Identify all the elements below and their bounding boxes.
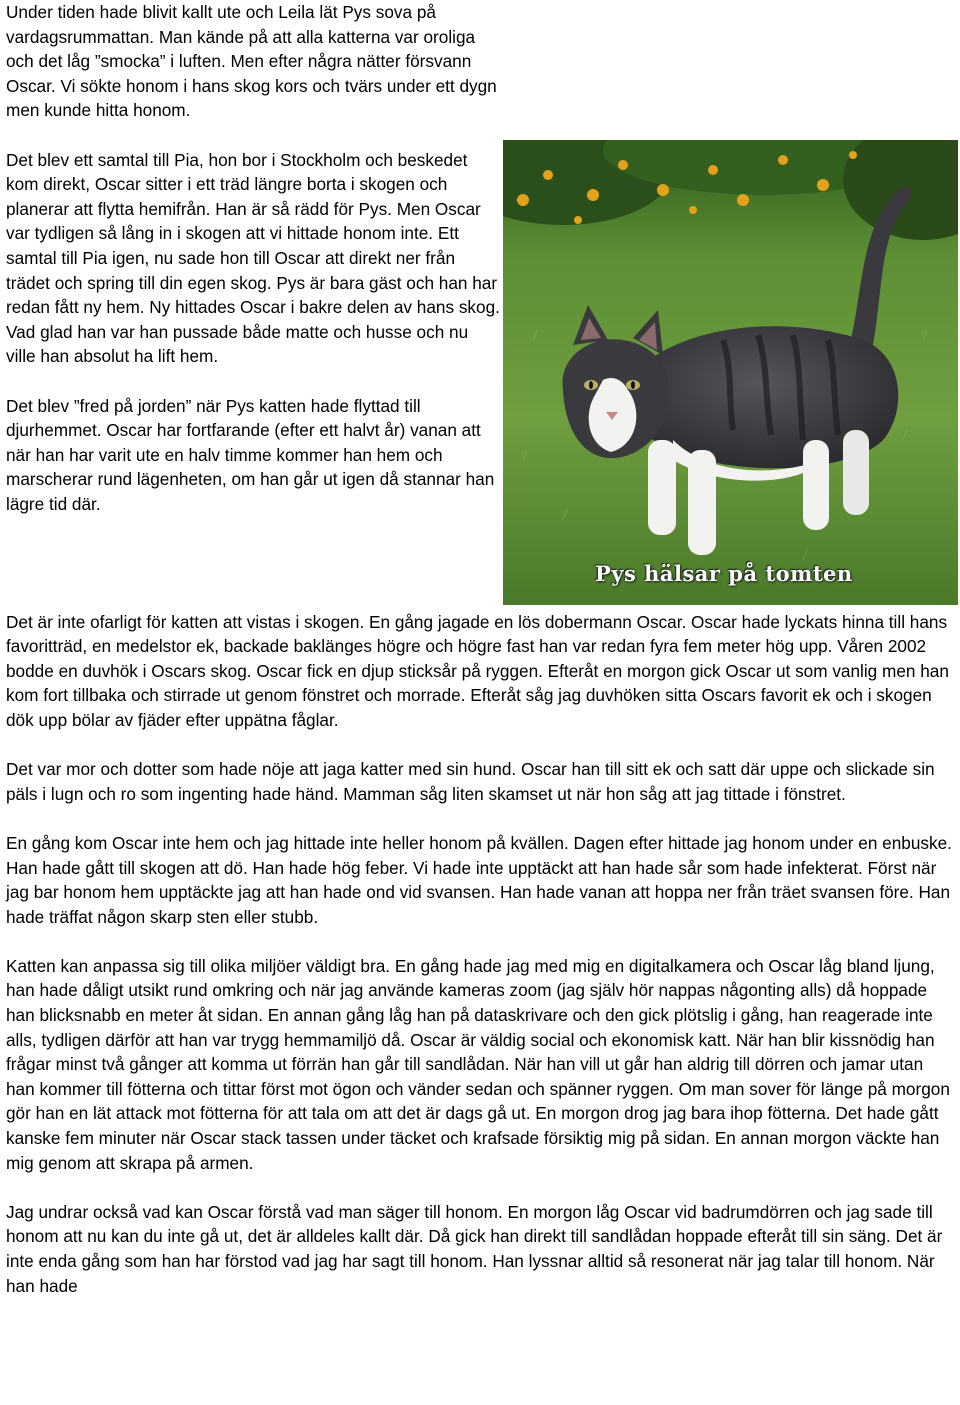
document-page	[6, 0, 956, 1298]
cat-photo	[503, 140, 958, 605]
paragraph-adaptation: Katten kan anpassa sig till olika miljöer väldigt bra. En gång hade jag med mig en digitalkamera och Oscar låg bland ljung, han hade dåligt utsikt rund omkring och när jag använde kameras zoom (jag själv hör nappas någonting alls) då hoppade han blicksnabb en meter åt sidan. En annan gång låg han på dataskrivare och den gick plötslig i gång, han reagerade inte alls, tydligen därför att han var trygg hemmamiljö då. Oscar är väldig social och ekonomisk katt. När han blir kissnödig han frågar minst två gånger att komma ut förrän han går till sandlådan. När han vill ut går han aldrig till dörren och jamar utan han kommer till fötterna och tittar först mot ögon och vänder sedan och spänner ryggen. Om man sover för länge på morgon gör han en lät attack mot fötterna för att tala om att det är dags gå ut. En morgon drog jag bara ihop fötterna. Det hade gått kanske fem minuter när Oscar stack tassen under täcket och krafsade försiktig mig på sidan. En annan morgon väckte han mig genom att skrapa på armen.	[6, 955, 950, 1173]
paragraph-gap	[6, 1175, 954, 1200]
paragraph-peace: Det blev ”fred på jorden” när Pys katten hade flyttad till djurhemmet. Oscar har fortfarande (efter ett halvt år) vanan att när han har varit ute en halv timme kommer han hem och marscherar rund lägenheten, om han går ut igen då stannar han lägre tid där.	[6, 395, 495, 514]
paragraph-gap	[6, 369, 502, 394]
paragraph-gap	[6, 733, 954, 758]
paragraph-gap	[6, 929, 954, 954]
photo-caption: Pys hälsar på tomten	[595, 560, 853, 586]
text-image-block	[6, 148, 956, 610]
full-width-text	[6, 610, 954, 1299]
paragraph-intro: Under tiden hade blivit kallt ute och Leila lät Pys sova på vardagsrummattan. Man kände på att alla katterna var oroliga och det låg ”smocka” i luften. Men efter några nätter försvann Oscar. Vi sökte honom i hans skog kors och tvärs under ett dygn men kunde hitta honom.	[6, 2, 497, 121]
wrapped-text-column	[6, 148, 502, 517]
paragraph-understanding: Jag undrar också vad kan Oscar förstå vad man säger till honom. En morgon låg Oscar vid badrumdörren och jag sade till honom att nu kan du inte gå ut, det är alldeles kallt där. Då gick han direkt till sandlådan hoppade efteråt till sin säng. Det är inte enda gång som han har förstod vad jag har sagt till honom. Han lyssnar alltid så resonerat när jag talar till honom. När han hade	[6, 1201, 943, 1296]
paragraph-illness: En gång kom Oscar inte hem och jag hittade inte heller honom på kvällen. Dagen efter hittade jag honom under en enbuske. Han hade gått till skogen att dö. Han hade hög feber. Vi hade inte upptäckt att han hade sår som hade infekterat. Först när jag bar honom hem upptäckte jag att han hade ond vid svansen. Han hade vanan att hoppa ner från träet svansen före. Han hade träffat någon skarp sten eller stubb.	[6, 832, 952, 927]
paragraph-gap	[6, 806, 954, 831]
paragraph-mother-daughter: Det var mor och dotter som hade nöje att jaga katter med sin hund. Oscar han till sitt ek och satt där uppe och slickade sin päls i lugn och ro som ingenting hade händ. Mamman såg liten skamset ut när hon såg att jag tittade i fönstret.	[6, 759, 935, 804]
paragraph-phone-call: Det blev ett samtal till Pia, hon bor i Stockholm och beskedet kom direkt, Oscar sitter i ett träd längre borta i skogen och planerar att flytta hemifrån. Han är så rädd för Pys. Men Oscar var tydligen så lång in i skogen att vi hittade honom inte. Ett samtal till Pia igen, nu sade hon till Oscar att direkt ner från trädet och spring till din egen skog. Pys är bara gäst och han har redan fått ny hem. Ny hittades Oscar i bakre delen av hans skog. Vad glad han var han pussade både matte och husse och nu ville han absolut ha lift hem.	[6, 149, 500, 367]
cat-on-grass-image	[503, 140, 958, 605]
paragraph-dangers: Det är inte ofarligt för katten att vistas i skogen. En gång jagade en lös dobermann Oscar. Oscar hade lyckats hinna till hans favoritträd, en medelstor ek, backade baklänges högre och högre fast han var redan fyra fem meter hög upp. Våren 2002 bodde en duvhök i Oscars skog. Oscar fick en djup sticksår på ryggen. Efteråt en morgon gick Oscar ut som vanlig men han kom fort tillbaka och stirrade ut genom fönstret och morrade. Efteråt såg jag duvhöken sitta Oscars favorit ek och i skogen dök upp bölar av fjäder efter uppätna fåglar.	[6, 611, 949, 730]
